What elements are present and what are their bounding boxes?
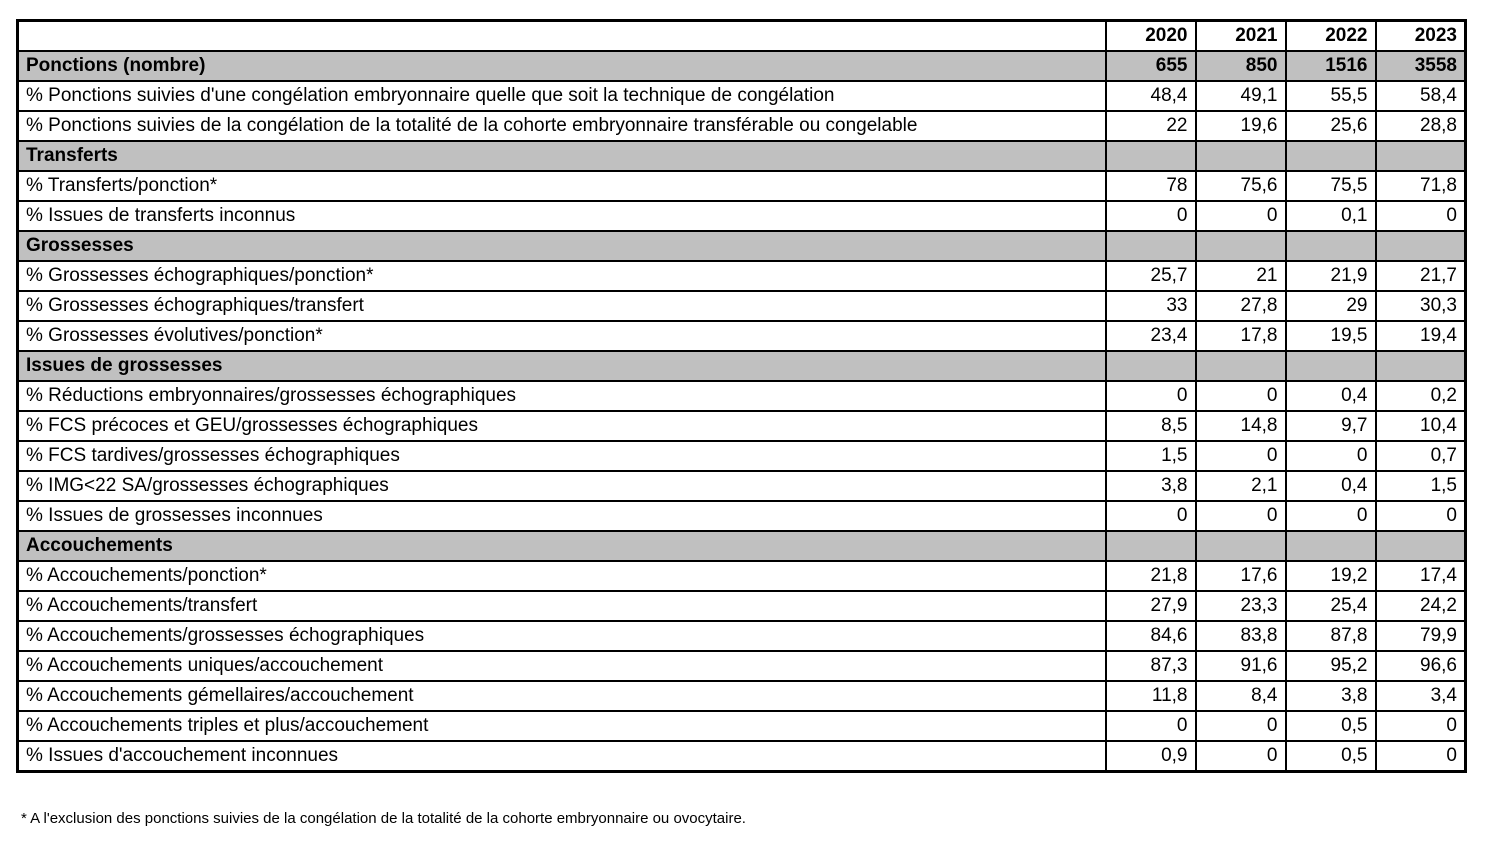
cell-value: 83,8 <box>1196 621 1286 651</box>
cell-value: 25,4 <box>1286 591 1376 621</box>
cell-value: 3,4 <box>1376 681 1466 711</box>
cell-value: 0 <box>1106 381 1196 411</box>
cell-value <box>1286 531 1376 561</box>
row-label: % Réductions embryonnaires/grossesses échographiques <box>18 381 1106 411</box>
row-label: % Accouchements/grossesses échographiques <box>18 621 1106 651</box>
cell-value: 17,4 <box>1376 561 1466 591</box>
table-row <box>18 741 1466 772</box>
cell-value: 1,5 <box>1106 441 1196 471</box>
cell-value: 96,6 <box>1376 651 1466 681</box>
table-row <box>18 321 1466 351</box>
cell-value: 1,5 <box>1376 471 1466 501</box>
cell-value <box>1196 141 1286 171</box>
row-label: Issues de grossesses <box>18 351 1106 381</box>
footnote: * A l'exclusion des ponctions suivies de la congélation de la totalité de la cohorte embryonnaire ou ovocytaire. <box>21 810 746 827</box>
cell-value: 30,3 <box>1376 291 1466 321</box>
cell-value: 14,8 <box>1196 411 1286 441</box>
cell-value: 19,2 <box>1286 561 1376 591</box>
cell-value: 8,4 <box>1196 681 1286 711</box>
cell-value: 23,3 <box>1196 591 1286 621</box>
cell-value <box>1196 351 1286 381</box>
cell-value: 655 <box>1106 51 1196 81</box>
row-label: % Issues de grossesses inconnues <box>18 501 1106 531</box>
cell-value: 0,9 <box>1106 741 1196 772</box>
section-row <box>18 51 1466 81</box>
cell-value <box>1376 141 1466 171</box>
row-label: % Issues de transferts inconnus <box>18 201 1106 231</box>
cell-value <box>1286 231 1376 261</box>
cell-value: 28,8 <box>1376 111 1466 141</box>
table-row <box>18 501 1466 531</box>
cell-value: 87,3 <box>1106 651 1196 681</box>
row-label: % Accouchements triples et plus/accouchement <box>18 711 1106 741</box>
cell-value: 3,8 <box>1286 681 1376 711</box>
cell-value: 0,7 <box>1376 441 1466 471</box>
cell-value: 0 <box>1106 201 1196 231</box>
row-label: Grossesses <box>18 231 1106 261</box>
stats-table <box>16 19 1467 773</box>
cell-value: 1516 <box>1286 51 1376 81</box>
row-label: Ponctions (nombre) <box>18 51 1106 81</box>
row-label: % Accouchements uniques/accouchement <box>18 651 1106 681</box>
cell-value <box>1376 231 1466 261</box>
table-row <box>18 441 1466 471</box>
table-row <box>18 201 1466 231</box>
cell-value <box>1106 231 1196 261</box>
cell-value <box>1376 531 1466 561</box>
cell-value: 0 <box>1376 201 1466 231</box>
cell-value <box>1196 531 1286 561</box>
cell-value: 0,5 <box>1286 741 1376 772</box>
cell-value <box>1286 141 1376 171</box>
cell-value: 21,9 <box>1286 261 1376 291</box>
cell-value: 0 <box>1196 711 1286 741</box>
cell-value <box>1196 231 1286 261</box>
cell-value: 2,1 <box>1196 471 1286 501</box>
row-label: % Grossesses échographiques/transfert <box>18 291 1106 321</box>
cell-value: 10,4 <box>1376 411 1466 441</box>
cell-value: 0,4 <box>1286 381 1376 411</box>
cell-value: 21,7 <box>1376 261 1466 291</box>
cell-value: 0,4 <box>1286 471 1376 501</box>
cell-value: 0 <box>1376 501 1466 531</box>
cell-value <box>1286 351 1376 381</box>
cell-value <box>1106 531 1196 561</box>
cell-value: 27,8 <box>1196 291 1286 321</box>
cell-value: 48,4 <box>1106 81 1196 111</box>
table-row <box>18 651 1466 681</box>
cell-value: 0 <box>1106 711 1196 741</box>
cell-value: 0,5 <box>1286 711 1376 741</box>
cell-value: 84,6 <box>1106 621 1196 651</box>
table-row <box>18 291 1466 321</box>
cell-value: 19,6 <box>1196 111 1286 141</box>
cell-value: 19,4 <box>1376 321 1466 351</box>
cell-value: 0 <box>1286 441 1376 471</box>
cell-value: 17,6 <box>1196 561 1286 591</box>
row-label: % Ponctions suivies de la congélation de la totalité de la cohorte embryonnaire transférable ou congelable <box>18 111 1106 141</box>
table-row <box>18 381 1466 411</box>
row-label: % Accouchements/transfert <box>18 591 1106 621</box>
row-label: % IMG<22 SA/grossesses échographiques <box>18 471 1106 501</box>
table-row <box>18 81 1466 111</box>
row-label: % FCS précoces et GEU/grossesses échographiques <box>18 411 1106 441</box>
row-label: % Accouchements/ponction* <box>18 561 1106 591</box>
cell-value: 9,7 <box>1286 411 1376 441</box>
year-header-2023: 2023 <box>1376 21 1466 52</box>
table-row <box>18 111 1466 141</box>
row-label: Transferts <box>18 141 1106 171</box>
cell-value: 79,9 <box>1376 621 1466 651</box>
cell-value: 25,7 <box>1106 261 1196 291</box>
cell-value: 87,8 <box>1286 621 1376 651</box>
cell-value: 8,5 <box>1106 411 1196 441</box>
cell-value: 0 <box>1196 501 1286 531</box>
corner-cell <box>18 21 1106 52</box>
section-row <box>18 231 1466 261</box>
year-header-2021: 2021 <box>1196 21 1286 52</box>
year-header-row <box>18 21 1466 52</box>
table-row <box>18 171 1466 201</box>
cell-value: 3,8 <box>1106 471 1196 501</box>
cell-value: 75,5 <box>1286 171 1376 201</box>
row-label: % Ponctions suivies d'une congélation embryonnaire quelle que soit la technique de congélation <box>18 81 1106 111</box>
year-header-2022: 2022 <box>1286 21 1376 52</box>
table-body <box>18 51 1466 772</box>
cell-value: 0 <box>1196 441 1286 471</box>
row-label: Accouchements <box>18 531 1106 561</box>
cell-value: 0 <box>1196 741 1286 772</box>
cell-value: 19,5 <box>1286 321 1376 351</box>
cell-value: 0,2 <box>1376 381 1466 411</box>
table-row <box>18 261 1466 291</box>
cell-value: 33 <box>1106 291 1196 321</box>
cell-value: 55,5 <box>1286 81 1376 111</box>
cell-value: 78 <box>1106 171 1196 201</box>
section-row <box>18 531 1466 561</box>
cell-value: 27,9 <box>1106 591 1196 621</box>
cell-value: 3558 <box>1376 51 1466 81</box>
row-label: % Transferts/ponction* <box>18 171 1106 201</box>
cell-value: 91,6 <box>1196 651 1286 681</box>
cell-value: 11,8 <box>1106 681 1196 711</box>
cell-value <box>1106 141 1196 171</box>
cell-value: 850 <box>1196 51 1286 81</box>
table-row <box>18 411 1466 441</box>
cell-value: 58,4 <box>1376 81 1466 111</box>
cell-value: 49,1 <box>1196 81 1286 111</box>
cell-value: 0 <box>1376 711 1466 741</box>
table-row <box>18 621 1466 651</box>
row-label: % Accouchements gémellaires/accouchement <box>18 681 1106 711</box>
cell-value: 21,8 <box>1106 561 1196 591</box>
cell-value: 23,4 <box>1106 321 1196 351</box>
year-header-2020: 2020 <box>1106 21 1196 52</box>
cell-value: 17,8 <box>1196 321 1286 351</box>
cell-value: 0 <box>1286 501 1376 531</box>
cell-value: 75,6 <box>1196 171 1286 201</box>
table-row <box>18 681 1466 711</box>
table-row <box>18 471 1466 501</box>
cell-value: 71,8 <box>1376 171 1466 201</box>
cell-value: 0 <box>1106 501 1196 531</box>
cell-value: 95,2 <box>1286 651 1376 681</box>
cell-value: 29 <box>1286 291 1376 321</box>
cell-value <box>1106 351 1196 381</box>
row-label: % FCS tardives/grossesses échographiques <box>18 441 1106 471</box>
section-row <box>18 141 1466 171</box>
cell-value: 24,2 <box>1376 591 1466 621</box>
table-row <box>18 711 1466 741</box>
section-row <box>18 351 1466 381</box>
cell-value: 0 <box>1196 381 1286 411</box>
cell-value: 0 <box>1376 741 1466 772</box>
row-label: % Issues d'accouchement inconnues <box>18 741 1106 772</box>
cell-value: 25,6 <box>1286 111 1376 141</box>
table-row <box>18 561 1466 591</box>
cell-value <box>1376 351 1466 381</box>
row-label: % Grossesses échographiques/ponction* <box>18 261 1106 291</box>
row-label: % Grossesses évolutives/ponction* <box>18 321 1106 351</box>
cell-value: 0,1 <box>1286 201 1376 231</box>
cell-value: 0 <box>1196 201 1286 231</box>
table-row <box>18 591 1466 621</box>
cell-value: 21 <box>1196 261 1286 291</box>
cell-value: 22 <box>1106 111 1196 141</box>
